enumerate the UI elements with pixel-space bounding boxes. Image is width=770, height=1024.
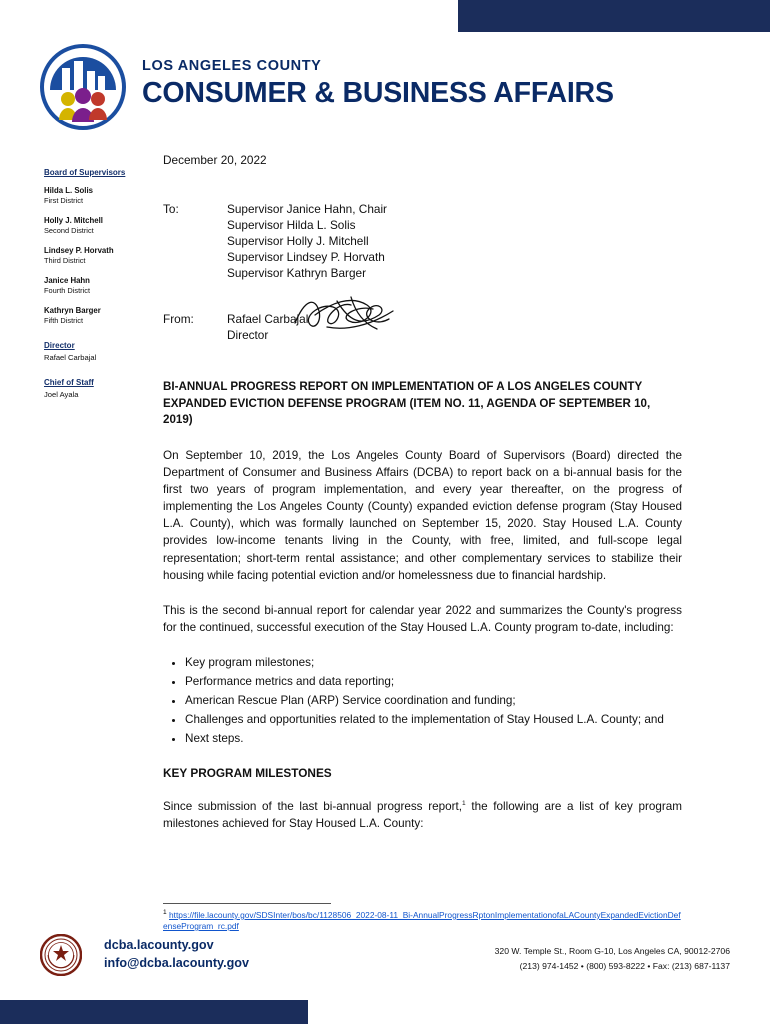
paragraph-1: On September 10, 2019, the Los Angeles County Board of Supervisors (Board) directed the Department of Consumer and Business Affairs (DCBA) to report back on a bi-annual basis for the first two years of program implementation, and every year thereafter, on the progress of implementing the Los Angeles County (County) expanded eviction defense program (Stay Housed L.A. County), which was formally launched on September 15, 2020. Stay Housed L.A. County provides low-income tenants living in the County, with free, limited, and full-scope legal representation; short-term rental assistance; and other complementary services to stabilize their housing while facing potential eviction and/or homelessness due to financial hardship. [163,449,682,582]
supervisor-name: Hilda L. Solis [44,186,93,195]
top-accent-bar [458,0,770,32]
footnote-number: 1 [163,909,167,916]
board-of-supervisors-sidebar [44,168,156,400]
supervisor-name: Kathryn Barger [44,305,101,315]
list-item: • Key program milestones; [185,654,682,671]
director-name: Rafael Carbajal [44,352,97,362]
footer-address: 320 W. Temple St., Room G-10, Los Angeles CA, 90012-2706 [494,946,730,956]
list-item: • Next steps. [185,730,682,747]
report-contents-list [163,654,682,747]
list-item: • American Rescue Plan (ARP) Service coordination and funding; [185,692,682,709]
bottom-accent-bar [0,1000,308,1024]
spacer [163,287,682,311]
footer-contact-block [104,936,249,973]
letter-date: December 20, 2022 [163,153,267,167]
from-title: Director [227,327,269,342]
recipient: Supervisor Kathryn Barger [227,265,367,280]
board-heading: Board of Supervisors [44,168,126,177]
section-heading-key-program-milestones: KEY PROGRAM MILESTONES [163,766,332,781]
from-label: From: [163,311,194,326]
director-heading: Director [44,340,75,350]
bottom-white-bar [308,1000,770,1024]
to-recipients [227,201,387,281]
paragraph-3-after: the following are a list of key program milestones achieved for Stay Housed L.A. County: [163,799,682,831]
supervisor-name: Janice Hahn [44,275,90,285]
document-footer [0,928,770,1000]
footnote-link[interactable]: https://file.lacounty.gov/SDSInter/bos/bc/1128506_2022-08-11_Bi-AnnualProgressRptonImplementationofaLACountyExpandedEvictionDefenseProgram_rc.pdf [163,909,681,932]
chief-of-staff-heading: Chief of Staff [44,378,94,388]
recipient: Supervisor Janice Hahn, Chair [227,201,387,216]
agency-line-1: LOS ANGELES COUNTY [142,58,322,74]
letter-body [163,152,682,850]
list-item [44,246,156,265]
supervisor-district: Fourth District [44,285,90,295]
footer-website[interactable]: dcba.lacounty.gov [104,938,214,952]
agency-wordmark [142,58,614,110]
footer-email[interactable]: info@dcba.lacounty.gov [104,956,249,971]
supervisor-district: First District [44,195,83,205]
list-item [44,306,156,325]
subject-line: BI-ANNUAL PROGRESS REPORT ON IMPLEMENTATION OF A LOS ANGELES COUNTY EXPANDED EVICTION DEFENSE PROGRAM (ITEM NO. 11, AGENDA OF SEPTEMBER 10, 2019) [163,379,651,427]
la-county-cba-logo-icon [40,44,126,130]
recipient: Supervisor Holly J. Mitchell [227,233,369,248]
footer-phones: (213) 974-1452 • (800) 593-8222 • Fax: (213) 687-1137 [519,960,730,971]
list-item: • Performance metrics and data reporting; [185,673,682,690]
recipient: Supervisor Hilda L. Solis [227,217,356,232]
footer-address-block [495,944,730,973]
from-name: Rafael Carbajal [227,311,309,326]
document-header [40,44,730,139]
list-item: • Challenges and opportunities related to the implementation of Stay Housed L.A. County; and [185,711,682,728]
recipient: Supervisor Lindsey P. Horvath [227,249,385,264]
supervisor-name: Lindsey P. Horvath [44,245,114,255]
supervisor-district: Third District [44,255,86,265]
list-item [44,276,156,295]
list-item [44,186,156,205]
footnote-reference-mark: 1 [462,800,466,808]
from-block [227,311,308,343]
footnote-divider [163,903,331,904]
chief-of-staff-name: Joel Ayala [44,390,79,400]
paragraph-2: This is the second bi-annual report for calendar year 2022 and summarizes the County's progress for the continued, successful execution of the Stay Housed L.A. County program to-date, including: [163,603,682,634]
paragraph-3-before: Since submission of the last bi-annual progress report, [163,799,462,813]
county-seal-icon [40,934,82,976]
supervisor-district: Second District [44,225,94,235]
to-label: To: [163,201,179,216]
memo-from-row [163,311,682,343]
paragraph-3 [163,798,682,832]
supervisor-name: Holly J. Mitchell [44,215,103,225]
supervisor-district: Fifth District [44,315,84,325]
memo-to-row [163,201,682,281]
list-item [44,216,156,235]
agency-line-2: CONSUMER & BUSINESS AFFAIRS [142,77,614,109]
